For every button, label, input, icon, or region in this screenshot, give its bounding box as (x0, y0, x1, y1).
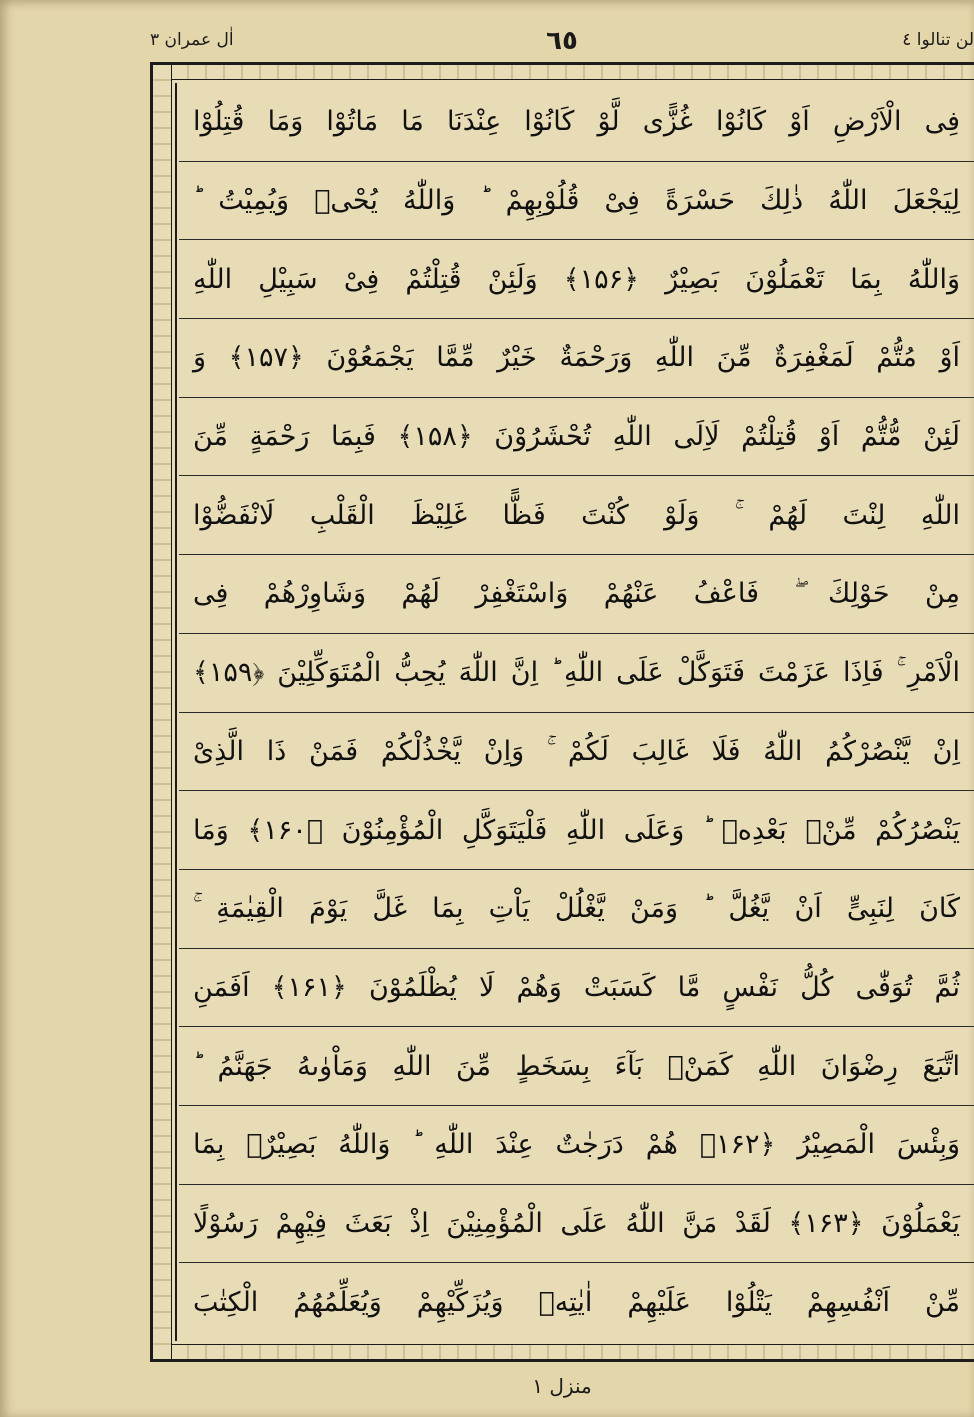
verse-line (179, 319, 974, 398)
page-header (150, 26, 974, 66)
frame-side-border (153, 65, 172, 1359)
verse-line-text: اللّٰهِ لِنْتَ لَهُمْ ۚ وَلَوْ كُنْتَ فَظًّا غَلِيْظَ الْقَلْبِ لَانْفَضُّوْا (193, 499, 960, 531)
verse-line-text: فِى الْاَرْضِ اَوْ كَانُوْا غُزًّى لَّوْ كَانُوْا عِنْدَنَا مَا مَاتُوْا وَمَا قُتِلُوْا (193, 106, 960, 138)
verse-line (179, 1185, 974, 1264)
verse-line (179, 398, 974, 477)
verse-line (179, 162, 974, 241)
verse-line-text: مِّنْ اَنْفُسِهِمْ يَتْلُوْا عَلَيْهِمْ اٰيٰتِهٖ وَيُزَكِّيْهِمْ وَيُعَلِّمُهُمُ الْكِتٰبَ (193, 1286, 960, 1318)
verse-line (179, 240, 974, 319)
verse-line-text: اتَّبَعَ رِضْوَانَ اللّٰهِ كَمَنْۢ بَآءَ بِسَخَطٍ مِّنَ اللّٰهِ وَمَاْوٰىهُ جَهَنَّمُ ؕ (193, 1050, 960, 1082)
verse-line (179, 713, 974, 792)
page-number: ٦٥ (546, 26, 578, 56)
verse-line-text: يَنْصُرُكُمْ مِّنْۢ بَعْدِهٖ ؕ وَعَلَى اللّٰهِ فَلْيَتَوَكَّلِ الْمُؤْمِنُوْنَ ﴿۱۶۰﴾ وَمَا (193, 814, 960, 846)
verse-lines (179, 83, 974, 1341)
verse-line-text: لِيَجْعَلَ اللّٰهُ ذٰلِكَ حَسْرَةً فِىْ قُلُوْبِهِمْ ؕ وَاللّٰهُ يُحْىٖ وَيُمِيْتُ ؕ (193, 185, 960, 217)
verse-line-text: وَبِئْسَ الْمَصِيْرُ ﴿۱۶۲﴾ هُمْ دَرَجٰتٌ عِنْدَ اللّٰهِ ؕ وَاللّٰهُ بَصِيْرٌۢ بِمَا (193, 1129, 960, 1161)
verse-line-text: اِنْ يَّنْصُرْكُمُ اللّٰهُ فَلَا غَالِبَ لَكُمْ ۚ وَاِنْ يَّخْذُلْكُمْ فَمَنْ ذَا الَّذِىْ (193, 735, 960, 767)
verse-line-text: لَئِنْ مُّتُّمْ اَوْ قُتِلْتُمْ لَاِلَى اللّٰهِ تُحْشَرُوْنَ ﴿۱۵۸﴾ فَبِمَا رَحْمَةٍ مِّنَ (193, 421, 960, 453)
juz-name: لن تنالوا ٤ (902, 30, 974, 50)
surah-name: اٰل عمران ٣ (150, 30, 234, 50)
verse-line-text: اَوْ مُتُّمْ لَمَغْفِرَةٌ مِّنَ اللّٰهِ وَرَحْمَةٌ خَيْرٌ مِّمَّا يَجْمَعُوْنَ ﴿۱۵۷﴾ وَ (193, 342, 960, 374)
verse-line-text: مِنْ حَوْلِكَ ۖ فَاعْفُ عَنْهُمْ وَاسْتَغْفِرْ لَهُمْ وَشَاوِرْهُمْ فِى (193, 578, 960, 610)
verse-line (179, 555, 974, 634)
verse-line (179, 1106, 974, 1185)
verse-line (179, 83, 974, 162)
verse-line-text: كَانَ لِنَبِىٍّ اَنْ يَّغُلَّ ؕ وَمَنْ يَّغْلُلْ يَاْتِ بِمَا غَلَّ يَوْمَ الْقِيٰمَةِ ۚ (193, 893, 960, 925)
verse-line (179, 1027, 974, 1106)
text-frame (150, 62, 974, 1362)
frame-bottom-border (153, 1344, 974, 1359)
verse-line (179, 634, 974, 713)
verse-line (179, 870, 974, 949)
verse-line-text: وَاللّٰهُ بِمَا تَعْمَلُوْنَ بَصِيْرٌ ﴿۱۵۶﴾ وَلَئِنْ قُتِلْتُمْ فِىْ سَبِيْلِ اللّٰهِ (193, 263, 960, 295)
verse-line (179, 476, 974, 555)
verse-line-text: يَعْمَلُوْنَ ﴿۱۶۳﴾ لَقَدْ مَنَّ اللّٰهُ عَلَى الْمُؤْمِنِيْنَ اِذْ بَعَثَ فِيْهِمْ رَسُوْلًا (193, 1207, 960, 1239)
verse-line (179, 1263, 974, 1341)
frame-top-border (153, 65, 974, 80)
manzil-marker: منزل ١ (532, 1374, 592, 1398)
verse-line (179, 949, 974, 1028)
verse-line-text: ثُمَّ تُوَفّٰى كُلُّ نَفْسٍ مَّا كَسَبَتْ وَهُمْ لَا يُظْلَمُوْنَ ﴿۱۶۱﴾ اَفَمَنِ (193, 971, 960, 1003)
verse-line-text: الْاَمْرِ ۚ فَاِذَا عَزَمْتَ فَتَوَكَّلْ عَلَى اللّٰهِ ؕ اِنَّ اللّٰهَ يُحِبُّ الْمُتَوَكِّلِيْنَ ﴿۱۵۹﴾ (193, 657, 960, 689)
frame-inner-rule (175, 83, 177, 1341)
verse-line (179, 791, 974, 870)
